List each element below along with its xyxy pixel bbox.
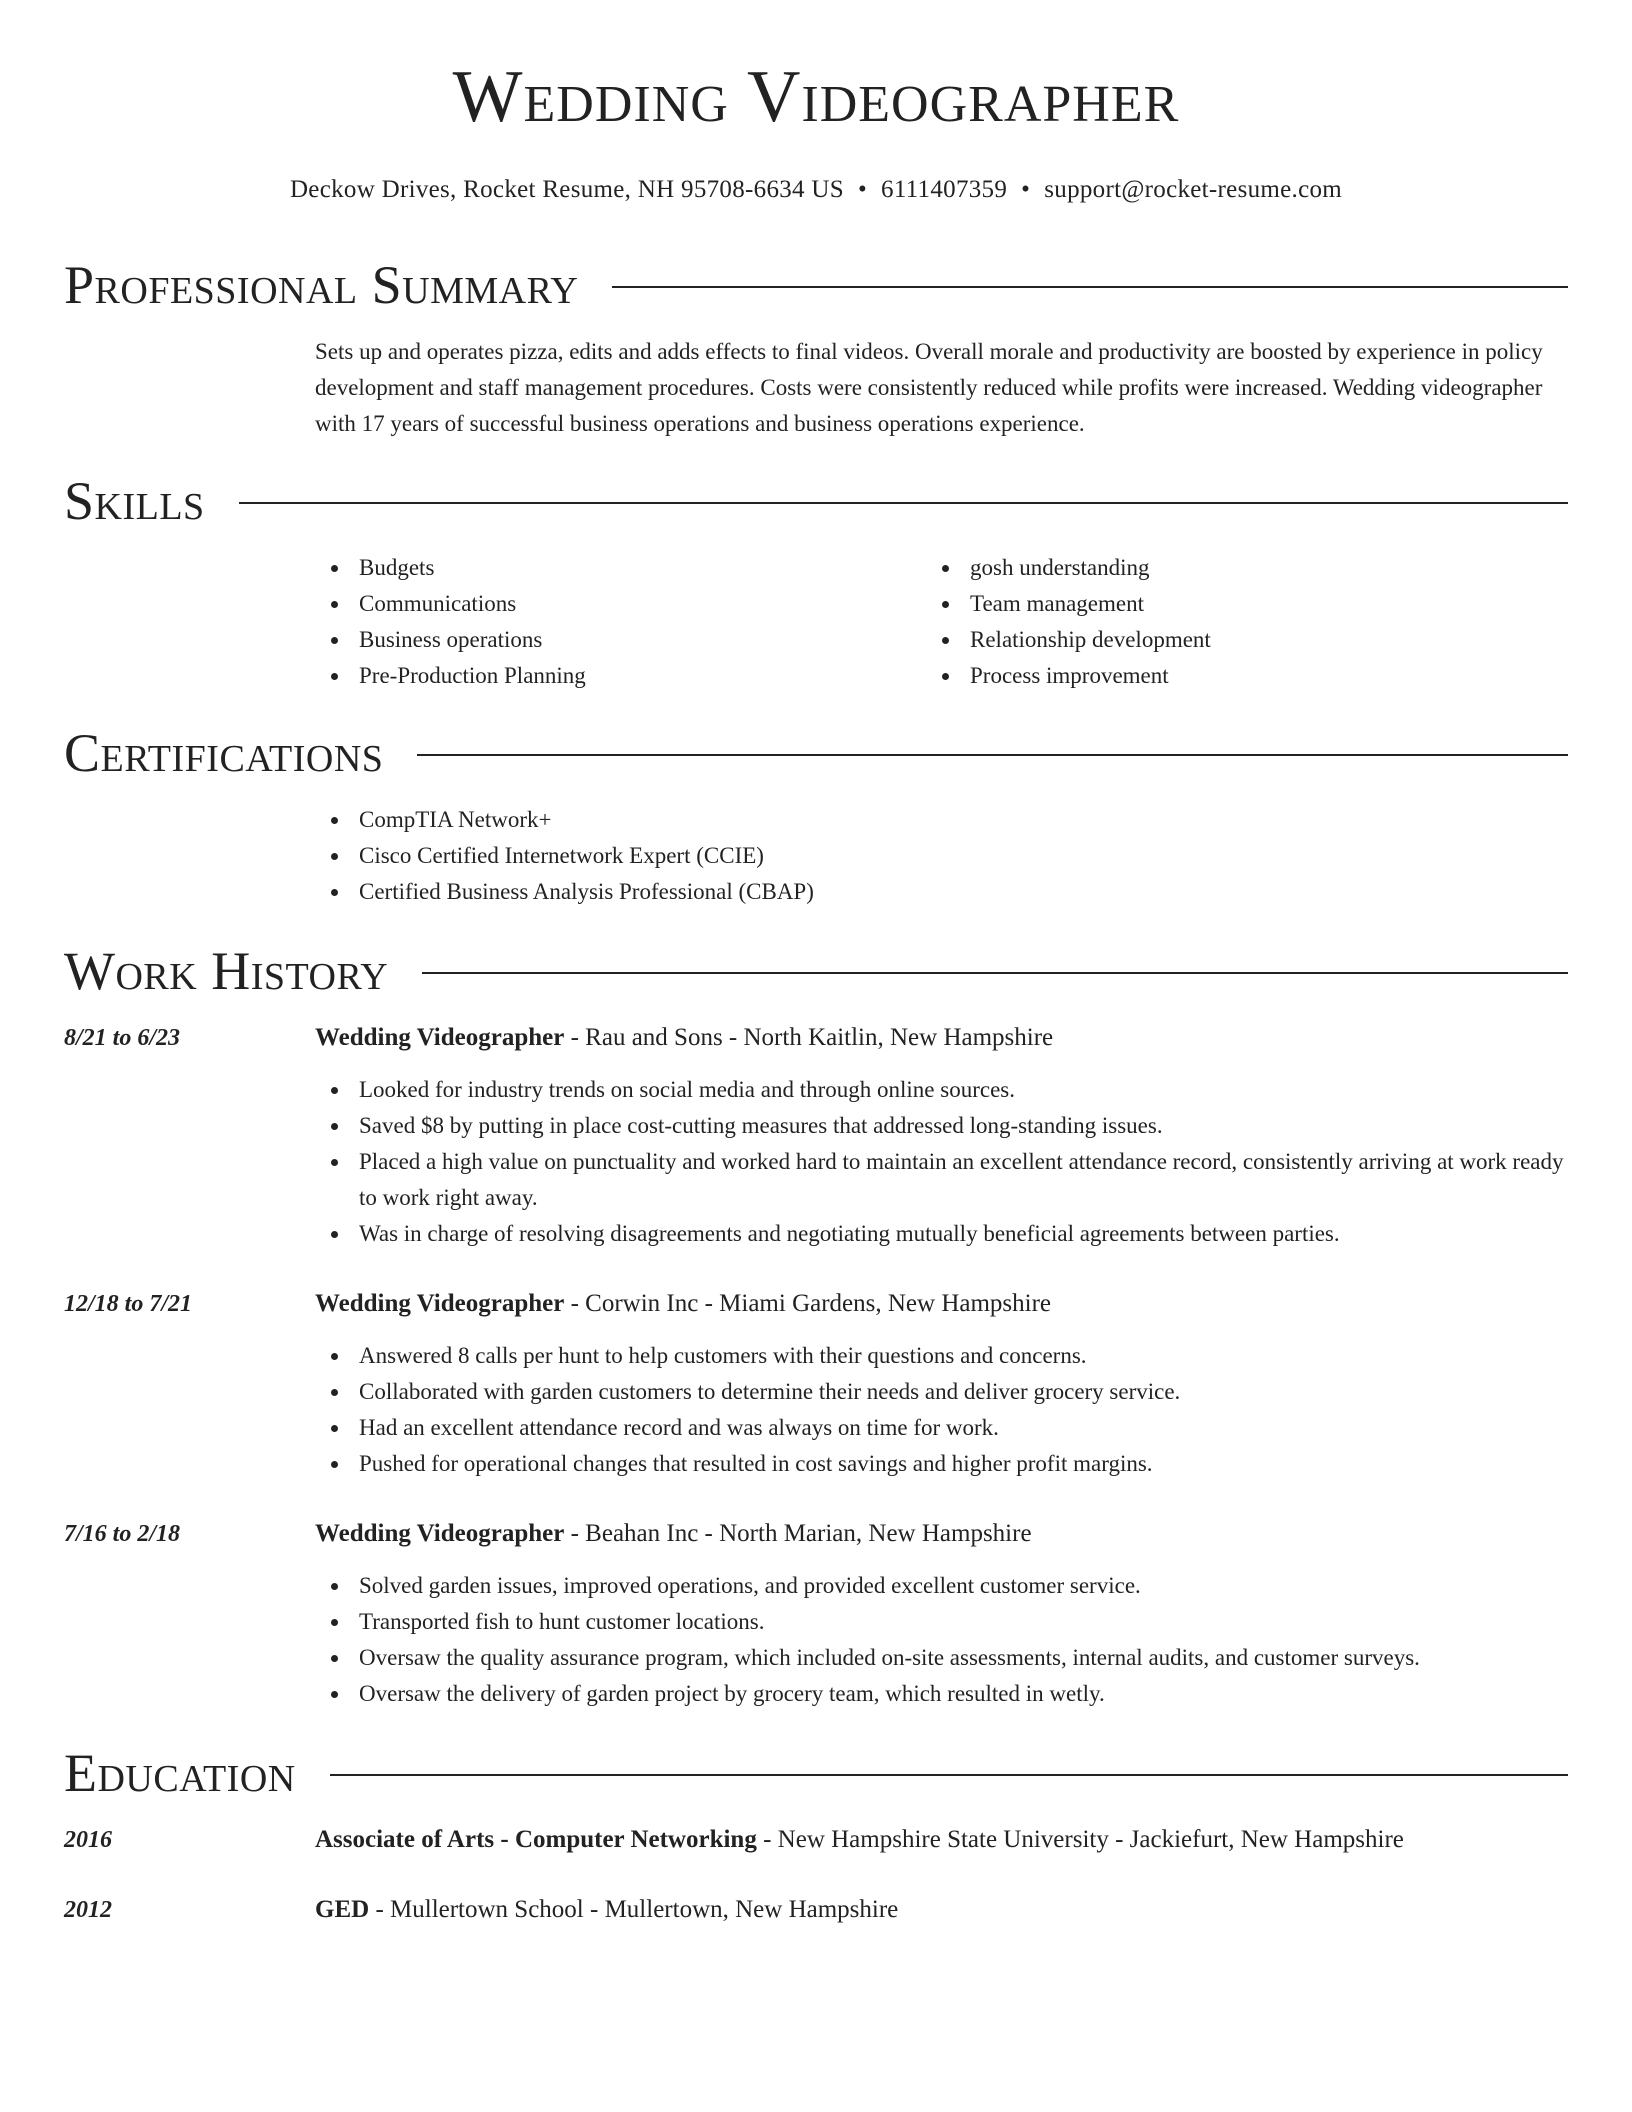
job-title-line: [315, 1516, 1568, 1552]
certification-item: Cisco Certified Internetwork Expert (CCIE): [315, 838, 1568, 874]
candidate-name: Wedding Videographer: [452, 56, 1180, 138]
section-title-skills: Skills: [64, 471, 205, 531]
contact-separator: •: [1021, 176, 1031, 203]
bullet-icon: [942, 673, 949, 680]
bullet-icon: [331, 853, 338, 860]
bullet-icon: [331, 565, 338, 572]
job-bullet: Answered 8 calls per hunt to help customers with their questions and concerns.: [315, 1338, 1568, 1374]
section-title-certifications: Certifications: [64, 723, 384, 783]
summary-text: Sets up and operates pizza, edits and adds effects to final videos. Overall morale and productivity are boosted by experience in policy development and staff management procedures. Costs were consistently reduced while profits were increased. Wedding videographer with 17 years of successful business operations and business operations experience.: [315, 339, 1543, 436]
section-title-summary: Professional Summary: [64, 255, 579, 315]
skills-column-left: [315, 550, 915, 694]
skill-item: Pre-Production Planning: [315, 658, 915, 694]
bullet-icon: [331, 601, 338, 608]
bullet-icon: [331, 817, 338, 824]
certifications-list: [315, 802, 1568, 910]
bullet-icon: [942, 565, 949, 572]
job-bullet: Saved $8 by putting in place cost-cutting measures that addressed long-standing issues.: [315, 1108, 1568, 1144]
education-degree: Associate of Arts - Computer Networking: [315, 1826, 757, 1853]
contact-line: [64, 176, 1568, 204]
job-dates: 8/21 to 6/23: [64, 1025, 181, 1051]
skill-item: Budgets: [315, 550, 915, 586]
contact-phone: 6111407359: [881, 176, 1008, 203]
job-title: Wedding Videographer: [315, 1024, 565, 1051]
job-bullet: Oversaw the delivery of garden project by grocery team, which resulted in wetly.: [315, 1676, 1568, 1712]
bullet-icon: [942, 637, 949, 644]
bullet-icon: [331, 1583, 338, 1590]
skill-item: Process improvement: [926, 658, 1526, 694]
education-year: 2012: [64, 1897, 112, 1923]
contact-address: Deckow Drives, Rocket Resume, NH 95708-6634 US: [289, 176, 844, 203]
certifications-section-header: [64, 723, 1568, 783]
bullet-icon: [331, 889, 338, 896]
job-bullet: Transported fish to hunt customer locations.: [315, 1604, 1568, 1640]
skill-item: Team management: [926, 586, 1526, 622]
work-section-header: [64, 941, 1568, 1001]
job-bullets: [315, 1072, 1568, 1252]
section-divider: [239, 502, 1568, 504]
bullet-icon: [331, 637, 338, 644]
skill-item: Business operations: [315, 622, 915, 658]
bullet-icon: [331, 1425, 338, 1432]
job-employer: - Rau and Sons - North Kaitlin, New Hampshire: [564, 1024, 1054, 1051]
bullet-icon: [331, 1087, 338, 1094]
job-title-line: [315, 1020, 1568, 1056]
bullet-icon: [331, 1231, 338, 1238]
section-divider: [612, 286, 1568, 288]
job-bullet: Collaborated with garden customers to determine their needs and deliver grocery service.: [315, 1374, 1568, 1410]
job-bullets: [315, 1338, 1568, 1482]
job-title: Wedding Videographer: [315, 1290, 565, 1317]
bullet-icon: [331, 673, 338, 680]
job-bullet: Placed a high value on punctuality and worked hard to maintain an excellent attendance record, consistently arriving at work ready to work right away.: [315, 1144, 1568, 1216]
education-school: - Mullertown School - Mullertown, New Hampshire: [369, 1896, 899, 1923]
job-dates: 12/18 to 7/21: [64, 1291, 193, 1317]
bullet-icon: [331, 1655, 338, 1662]
job-bullet: Looked for industry trends on social media and through online sources.: [315, 1072, 1568, 1108]
section-title-work: Work History: [64, 941, 389, 1001]
education-degree: GED: [315, 1896, 370, 1923]
certification-item: CompTIA Network+: [315, 802, 1568, 838]
section-divider: [422, 972, 1568, 974]
job-dates: 7/16 to 2/18: [64, 1521, 181, 1547]
education-entry: [315, 1892, 1568, 1928]
bullet-icon: [331, 1389, 338, 1396]
bullet-icon: [331, 1159, 338, 1166]
job-bullet: Had an excellent attendance record and was always on time for work.: [315, 1410, 1568, 1446]
skills-section-header: [64, 471, 1568, 531]
job-employer: - Beahan Inc - North Marian, New Hampshire: [564, 1520, 1032, 1547]
bullet-icon: [331, 1123, 338, 1130]
job-bullets: [315, 1568, 1568, 1712]
education-section-header: [64, 1743, 1568, 1803]
job-bullet: Pushed for operational changes that resulted in cost savings and higher profit margins.: [315, 1446, 1568, 1482]
skill-item: gosh understanding: [926, 550, 1526, 586]
contact-separator: •: [857, 176, 868, 203]
bullet-icon: [331, 1461, 338, 1468]
section-divider: [330, 1774, 1568, 1776]
summary-section-header: [64, 255, 1568, 315]
job-bullet: Solved garden issues, improved operations, and provided excellent customer service.: [315, 1568, 1568, 1604]
bullet-icon: [331, 1619, 338, 1626]
section-title-education: Education: [64, 1743, 296, 1803]
skills-column-right: [926, 550, 1526, 694]
bullet-icon: [331, 1353, 338, 1360]
job-bullet: Oversaw the quality assurance program, which included on-site assessments, internal audits, and customer surveys.: [315, 1640, 1568, 1676]
job-bullet: Was in charge of resolving disagreements and negotiating mutually beneficial agreements between parties.: [315, 1216, 1568, 1252]
certification-item: Certified Business Analysis Professional (CBAP): [315, 874, 1568, 910]
section-divider: [417, 754, 1568, 756]
job-employer: - Corwin Inc - Miami Gardens, New Hampshire: [564, 1290, 1052, 1317]
skill-item: Relationship development: [926, 622, 1526, 658]
education-entry: [315, 1822, 1568, 1858]
education-school: - New Hampshire State University - Jackiefurt, New Hampshire: [756, 1826, 1404, 1853]
education-year: 2016: [64, 1827, 112, 1853]
bullet-icon: [942, 601, 949, 608]
bullet-icon: [331, 1691, 338, 1698]
job-title: Wedding Videographer: [315, 1520, 565, 1547]
skill-item: Communications: [315, 586, 915, 622]
contact-email: support@rocket-resume.com: [1044, 176, 1343, 203]
job-title-line: [315, 1286, 1568, 1322]
